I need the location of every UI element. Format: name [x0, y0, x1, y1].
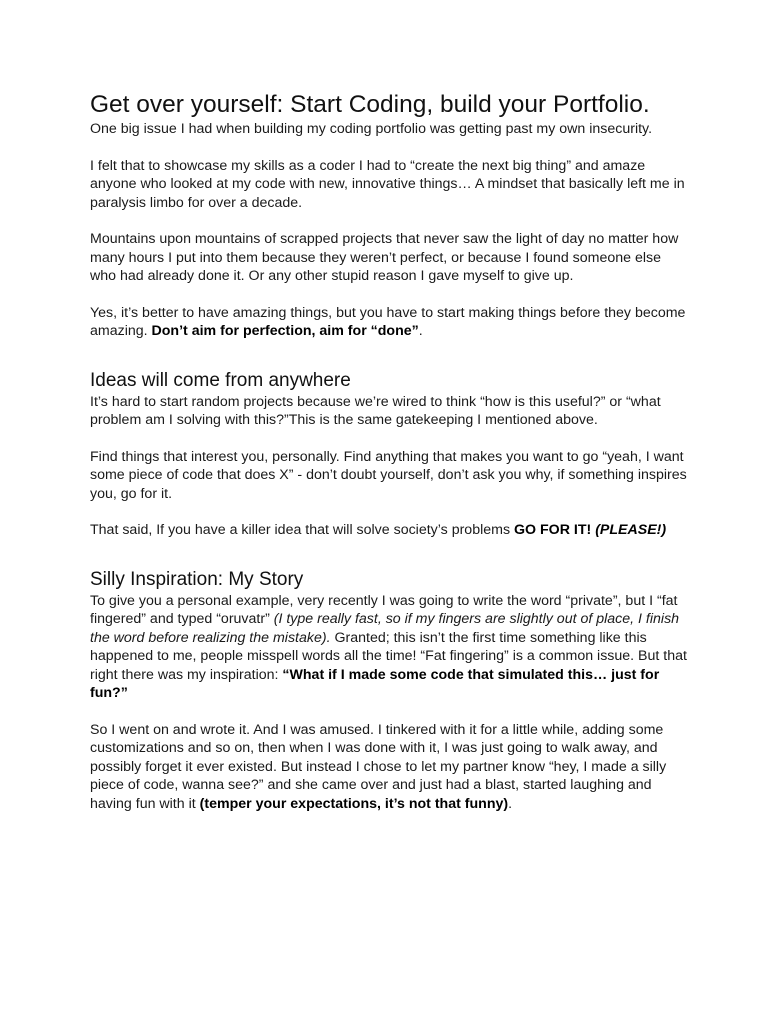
paragraph-wrote-it [90, 721, 688, 814]
emphasis-done: Don’t aim for perfection, aim for “done” [151, 323, 419, 339]
paragraph-text: Yes, it’s better to have amazing things, but you have to start making things before they become amazing. [90, 304, 686, 339]
paragraph-mindset: I felt that to showcase my skills as a coder I had to “create the next big thing” and amaze anyone who looked at my code with new, innovative things… A mindset that basically left me in paralysis limbo for over a decade. [90, 157, 685, 211]
heading-ideas: Ideas will come from anywhere [90, 369, 351, 391]
paragraph-text: Granted; this isn’t the first time something like this happened to me, people misspell words all the time! “Fat fingering” is a common issue. But that right there was my inspiration: [90, 629, 687, 683]
paragraph-personal-example [90, 592, 688, 703]
punctuation: . [508, 795, 513, 812]
paragraph-killer-idea [90, 521, 688, 540]
paragraph-interests: Find things that interest you, personally. Find anything that makes you want to go “yeah, I want some piece of code that does X” - don’t doubt yourself, don’t ask you why, if something inspires you, go for it. [90, 448, 687, 502]
paragraph-random-projects: It’s hard to start random projects because we’re wired to think “how is this useful?” or “what problem am I solving with this?”This is the same gatekeeping I mentioned above. [90, 393, 661, 428]
paragraph-text: To give you a personal example, very recently I was going to write the word “private”, but I “fat fingered” and typed “oruvatr” [90, 592, 678, 627]
document-content [90, 89, 688, 813]
paragraph-text: That said, If you have a killer idea that will solve society’s problems [90, 522, 514, 538]
paragraph-text: So I went on and wrote it. And I was amused. I tinkered with it for a little while, adding some customizations and so on, then when I was done with it, I was just going to walk away, and possibly forget it ever existed. But instead I chose to let my partner know “hey, I made a silly piece of code, wanna see?” and she came over and just had a blast, started laughing and having fun with it [90, 721, 667, 812]
paragraph-start-making [90, 304, 688, 341]
emphasis-temper-expectations: (temper your expectations, it’s not that funny) [199, 795, 509, 812]
page-title: Get over yourself: Start Coding, build your Portfolio. [90, 91, 650, 118]
emphasis-go-for-it: GO FOR IT! [513, 522, 592, 538]
heading-silly-inspiration: Silly Inspiration: My Story [90, 568, 304, 590]
paragraph-insecurity: One big issue I had when building my coding portfolio was getting past my own insecurity. [90, 121, 653, 137]
aside-typing-fast: (I type really fast, so if my fingers are slightly out of place, I finish the word before realizing the mistake). [90, 611, 680, 646]
emphasis-what-if: “What if I made some code that simulated this… just for fun?” [90, 666, 660, 701]
punctuation: . [418, 323, 423, 339]
emphasis-please: (PLEASE!) [595, 522, 667, 538]
paragraph-scrapped-projects: Mountains upon mountains of scrapped projects that never saw the light of day no matter how many hours I put into them because they weren’t perfect, or because I found someone else who had already done it. Or any other stupid reason I gave myself to give up. [90, 231, 679, 284]
